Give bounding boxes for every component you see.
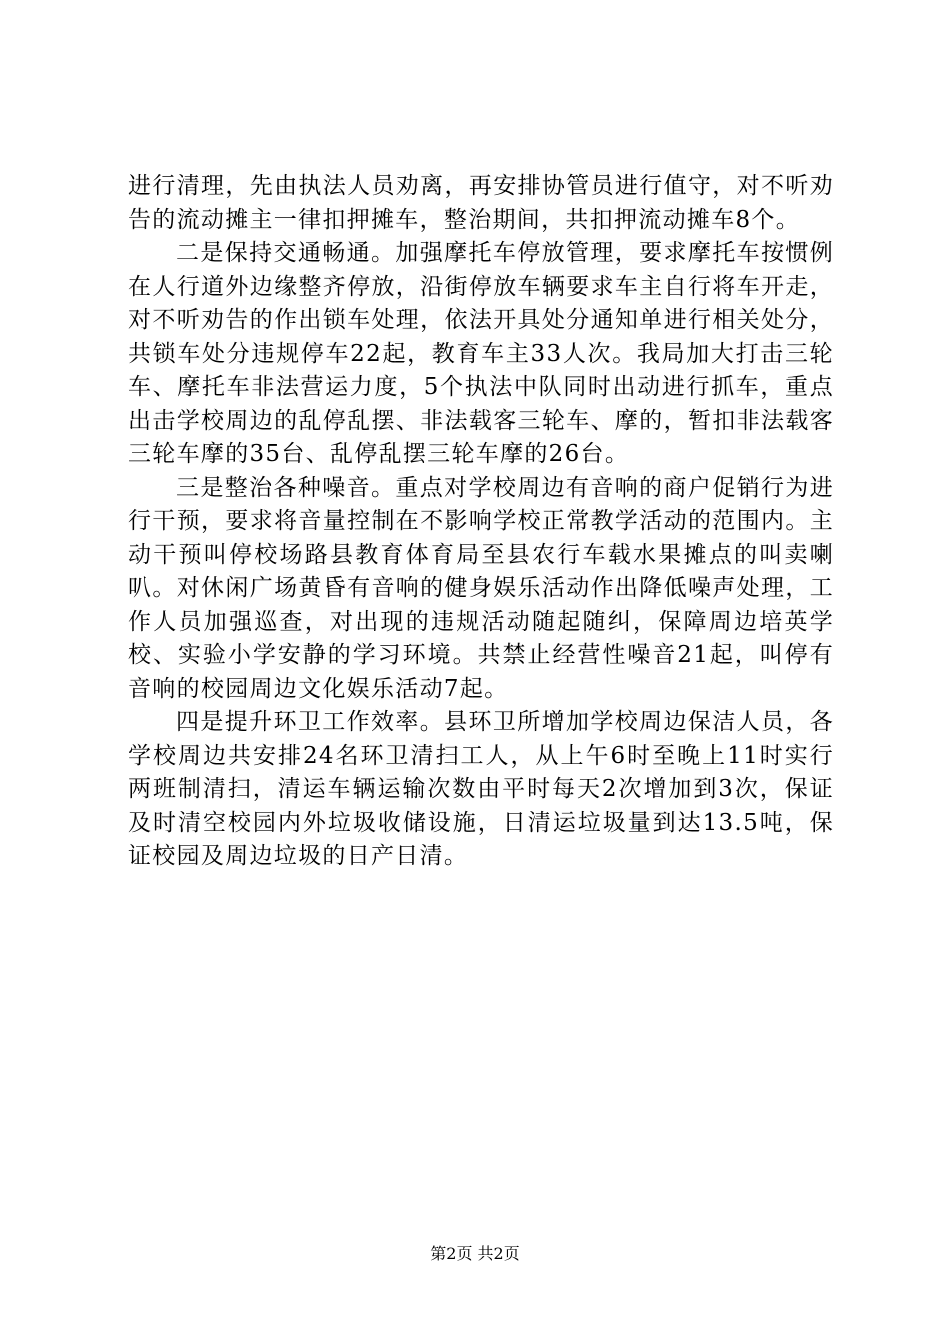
document-body	[128, 170, 834, 874]
paragraph-sanitation: 四是提升环卫工作效率。县环卫所增加学校周边保洁人员，各学校周边共安排24名环卫清扫工人，从上午6时至晚上11时实行两班制清扫，清运车辆运输次数由平时每天2次增加到3次，保证及时清空校园内外垃圾收储设施，日清运垃圾量到达13.5吨，保证校园及周边垃圾的日产日清。	[128, 709, 834, 869]
paragraph-traffic: 二是保持交通畅通。加强摩托车停放管理，要求摩托车按惯例在人行道外边缘整齐停放，沿街停放车辆要求车主自行将车开走，对不听劝告的作出锁车处理，依法开具处分通知单进行相关处分，共锁车处分违规停车22起，教育车主33人次。我局加大打击三轮车、摩托车非法营运力度，5个执法中队同时出动进行抓车，重点出击学校周边的乱停乱摆、非法载客三轮车、摩的，暂扣非法载客三轮车摩的35台、乱停乱摆三轮车摩的26台。	[128, 240, 834, 467]
paragraph-noise: 三是整治各种噪音。重点对学校周边有音响的商户促销行为进行干预，要求将音量控制在不影响学校正常教学活动的范围内。主动干预叫停校场路县教育体育局至县农行车载水果摊点的叫卖喇叭。对休闲广场黄昏有音响的健身娱乐活动作出降低噪声处理，工作人员加强巡查，对出现的违规活动随起随纠，保障周边培英学校、实验小学安静的学习环境。共禁止经营性噪音21起，叫停有音响的校园周边文化娱乐活动7起。	[128, 474, 834, 702]
page-number-footer: 第2页 共2页	[430, 1244, 520, 1263]
paragraph-continuation: 进行清理，先由执法人员劝离，再安排协管员进行值守，对不听劝告的流动摊主一律扣押摊车，整治期间，共扣押流动摊车8个。	[128, 173, 834, 233]
